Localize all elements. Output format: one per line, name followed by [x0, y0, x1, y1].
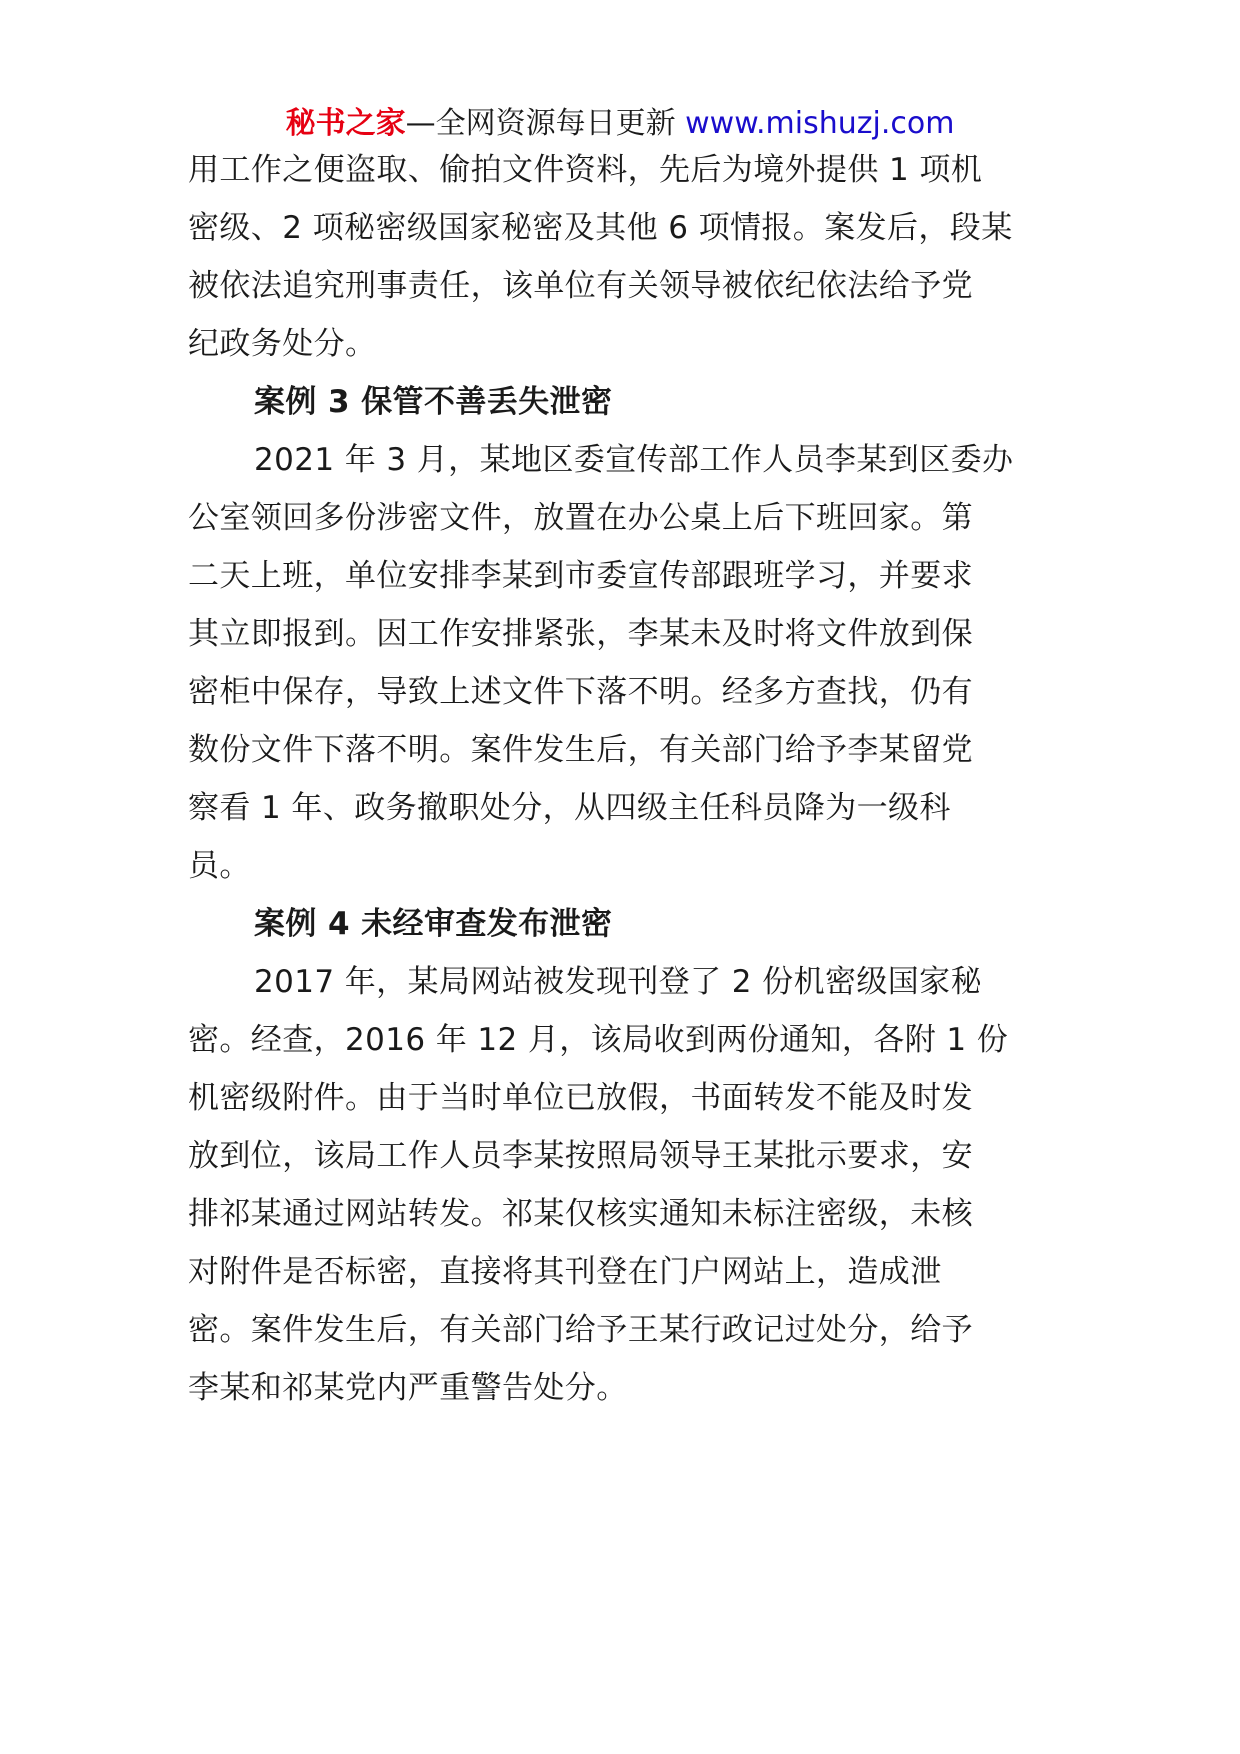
body-text-line: 密级、2 项秘密级国家秘密及其他 6 项情报。案发后，段某	[188, 210, 1013, 246]
body-text-line: 2017 年，某局网站被发现刊登了 2 份机密级国家秘	[254, 964, 982, 1000]
body-text-line: 密。经查，2016 年 12 月，该局收到两份通知，各附 1 份	[188, 1022, 1009, 1058]
body-text-line: 纪政务处分。	[188, 326, 377, 362]
body-text-line: 用工作之便盗取、偷拍文件资料，先后为境外提供 1 项机	[188, 152, 983, 188]
body-text-line: 二天上班，单位安排李某到市委宣传部跟班学习，并要求	[188, 558, 973, 594]
header-tagline: —全网资源每日更新	[405, 106, 676, 141]
body-text-line: 机密级附件。由于当时单位已放假，书面转发不能及时发	[188, 1080, 973, 1116]
body-text-line: 公室领回多份涉密文件，放置在办公桌上后下班回家。第	[188, 500, 973, 536]
body-text-line: 放到位，该局工作人员李某按照局领导王某批示要求，安	[188, 1138, 973, 1174]
site-url-link[interactable]: www.mishuzj.com	[685, 106, 955, 141]
body-text-line: 密柜中保存，导致上述文件下落不明。经多方查找，仍有	[188, 674, 973, 710]
body-text-line: 其立即报到。因工作安排紧张，李某未及时将文件放到保	[188, 616, 973, 652]
body-text-line: 密。案件发生后，有关部门给予王某行政记过处分，给予	[188, 1312, 973, 1348]
body-text-line: 李某和祁某党内严重警告处分。	[188, 1370, 628, 1406]
case-4-heading: 案例 4 未经审查发布泄密	[254, 906, 613, 942]
brand-name: 秘书之家	[285, 106, 406, 141]
body-text-line: 排祁某通过网站转发。祁某仅核实通知未标注密级，未核	[188, 1196, 973, 1232]
body-text-line: 被依法追究刑事责任，该单位有关领导被依纪依法给予党	[188, 268, 973, 304]
body-text-line: 察看 1 年、政务撤职处分，从四级主任科员降为一级科	[188, 790, 951, 826]
body-text-line: 对附件是否标密，直接将其刊登在门户网站上，造成泄	[188, 1254, 942, 1290]
site-header	[0, 102, 1240, 146]
body-text-line: 员。	[188, 848, 251, 884]
body-text-line: 2021 年 3 月，某地区委宣传部工作人员李某到区委办	[254, 442, 1014, 478]
case-3-heading: 案例 3 保管不善丢失泄密	[254, 384, 613, 420]
body-text-line: 数份文件下落不明。案件发生后，有关部门给予李某留党	[188, 732, 973, 768]
